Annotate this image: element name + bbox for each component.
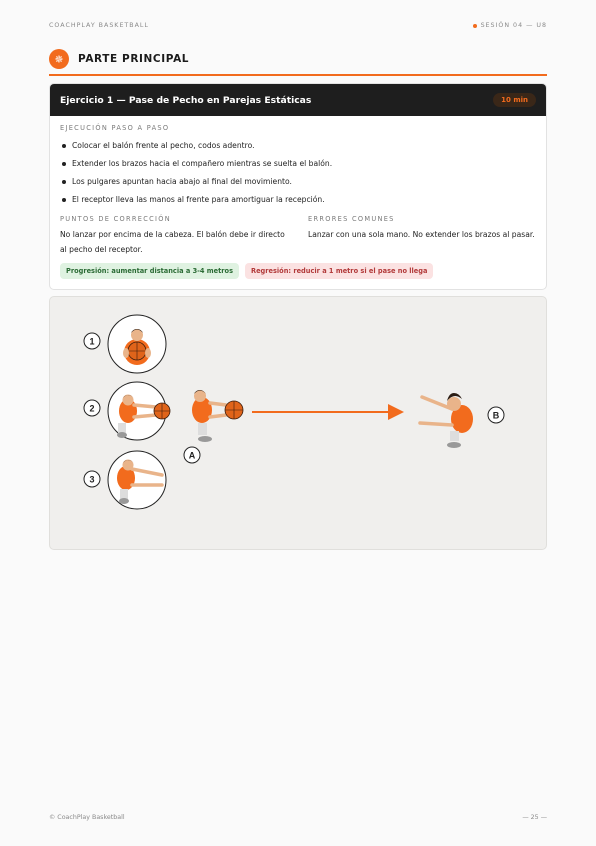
player-a-marker bbox=[184, 447, 200, 463]
steps-list bbox=[60, 137, 536, 209]
exercise-header bbox=[50, 84, 546, 116]
top-bar bbox=[49, 22, 547, 29]
variation-tags bbox=[60, 263, 536, 279]
session-indicator bbox=[473, 22, 547, 29]
step-item: Colocar el balón frente al pecho, codos adentro. bbox=[60, 137, 536, 155]
step-3-number: 3 bbox=[89, 474, 95, 485]
player-b-label: B bbox=[492, 410, 500, 421]
player-b-figure bbox=[420, 393, 473, 448]
correction-column bbox=[60, 215, 288, 257]
step-1-number: 1 bbox=[89, 336, 95, 347]
steps-label: EJECUCIÓN PASO A PASO bbox=[60, 124, 170, 132]
step-item: Extender los brazos hacia el compañero mientras se suelta el balón. bbox=[60, 155, 536, 173]
session-dot-icon bbox=[473, 24, 477, 28]
progression-tag: Progresión: aumentar distancia a 3-4 metros bbox=[60, 263, 239, 279]
errors-label: ERRORES COMUNES bbox=[308, 215, 395, 223]
player-a-figure bbox=[192, 390, 243, 442]
correction-text: No lanzar por encima de la cabeza. El balón debe ir directo al pecho del receptor. bbox=[60, 230, 285, 254]
section-header bbox=[49, 48, 547, 76]
basketball-icon: ✵ bbox=[49, 49, 69, 69]
page-footer bbox=[49, 814, 547, 821]
step-3-figure bbox=[108, 451, 166, 509]
brand-label: COACHPLAY BASKETBALL bbox=[49, 22, 149, 29]
page-number: — 25 — bbox=[522, 814, 547, 821]
exercise-title: Ejercicio 1 — Pase de Pecho en Parejas Estáticas bbox=[60, 94, 312, 106]
notes-columns bbox=[60, 215, 536, 257]
errors-text: Lanzar con una sola mano. No extender los brazos al pasar. bbox=[308, 230, 535, 239]
step-3-marker bbox=[84, 471, 100, 487]
step-2-marker bbox=[84, 400, 100, 416]
exercise-card bbox=[49, 83, 547, 290]
player-a-label: A bbox=[188, 450, 196, 461]
step-2-figure bbox=[108, 382, 170, 440]
step-1-figure bbox=[108, 315, 166, 373]
section-title: PARTE PRINCIPAL bbox=[78, 53, 190, 65]
illustration-canvas bbox=[50, 297, 546, 549]
player-b-marker bbox=[488, 407, 504, 423]
copyright-text: © CoachPlay Basketball bbox=[49, 814, 125, 821]
regression-tag: Regresión: reducir a 1 metro si el pase no llega bbox=[245, 263, 433, 279]
step-2-number: 2 bbox=[89, 403, 95, 414]
correction-label: PUNTOS DE CORRECCIÓN bbox=[60, 215, 171, 223]
exercise-illustration bbox=[49, 296, 547, 550]
step-item: Los pulgares apuntan hacia abajo al final del movimiento. bbox=[60, 173, 536, 191]
errors-column bbox=[308, 215, 536, 257]
session-label: SESIÓN 04 — U8 bbox=[480, 22, 547, 29]
duration-badge: 10 min bbox=[493, 93, 536, 107]
step-item: El receptor lleva las manos al frente para amortiguar la recepción. bbox=[60, 191, 536, 209]
step-1-marker bbox=[84, 333, 100, 349]
exercise-body bbox=[50, 116, 546, 279]
